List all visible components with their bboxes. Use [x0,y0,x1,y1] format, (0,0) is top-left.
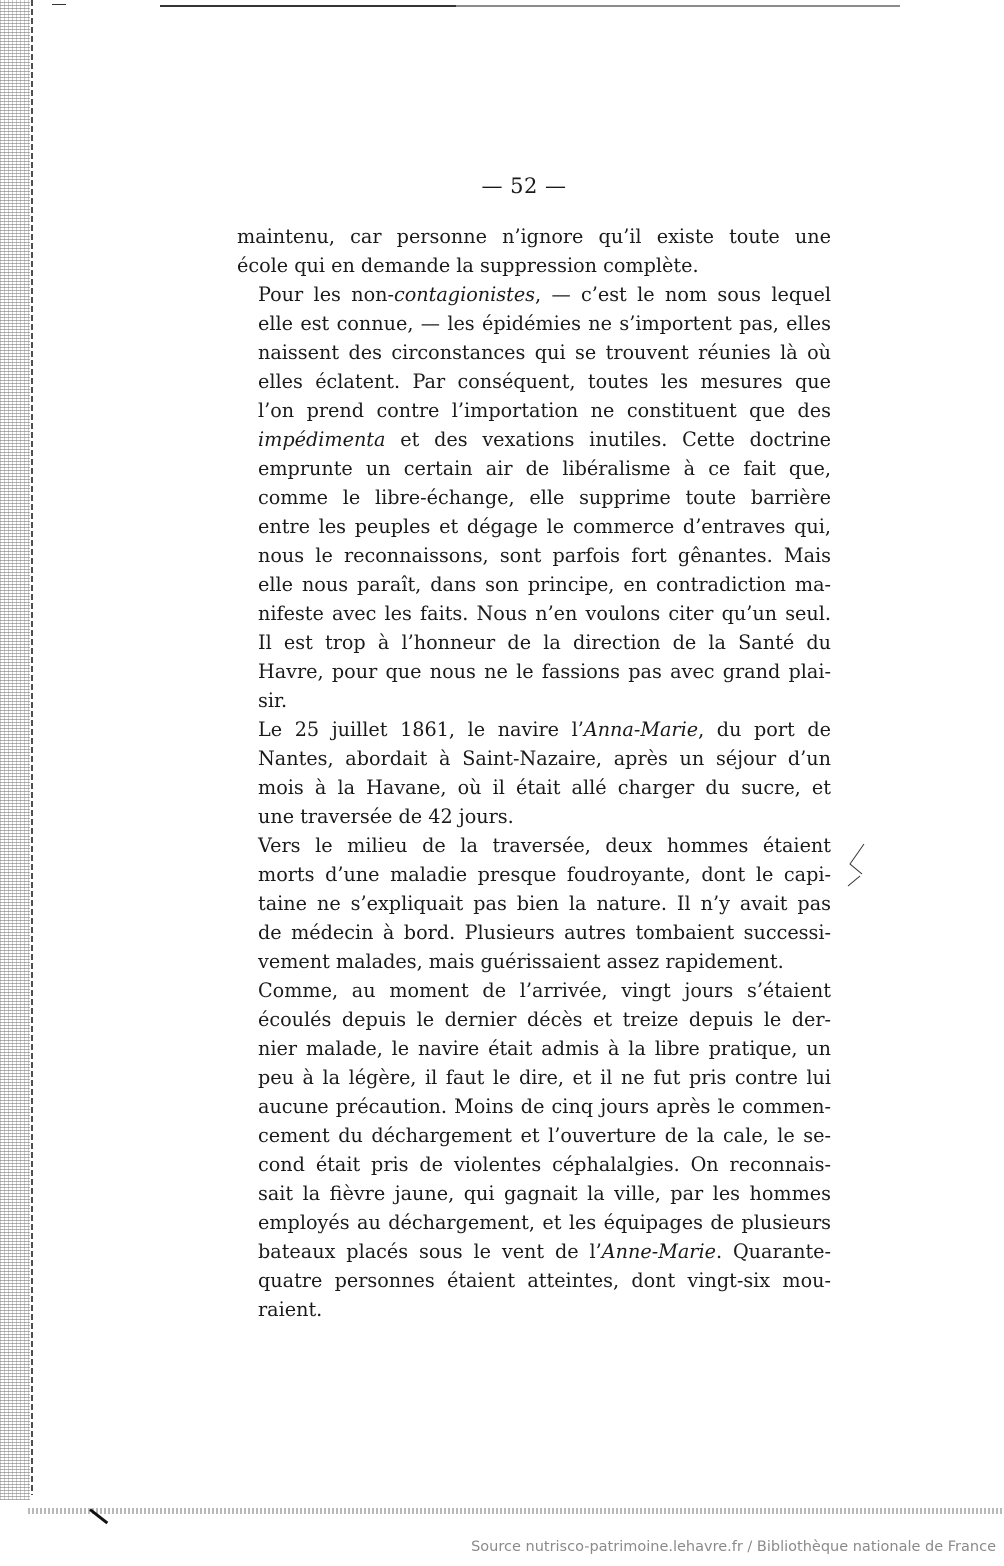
text-line: employés au déchargement, et les équipages de plusieurs [258,1211,831,1234]
text-line: elle nous paraît, dans son principe, en contradiction ma- [258,573,831,596]
binding-line [31,0,33,1495]
text-line: quatre personnes étaient atteintes, dont vingt-six mou- [258,1269,831,1292]
text-line: naissent des circonstances qui se trouvent réunies là où [258,341,831,364]
text-line: Le 25 juillet 1861, le navire l’Anna-Marie, du port de [258,718,831,741]
text-line: peu à la légère, il faut le dire, et il ne fut pris contre lui [258,1066,831,1089]
italic-term: impédimenta [258,428,386,451]
text-line: écoulés depuis le dernier décès et treize depuis le der- [258,1008,831,1031]
text-line: maintenu, car personne n’ignore qu’il existe toute une [237,225,831,248]
text-line: vement malades, mais guérissaient assez rapidement. [258,950,784,973]
text-line: nous le reconnaissons, sont parfois fort gênantes. Mais [258,544,831,567]
bottom-scan-rule [28,1508,1004,1514]
body-text [237,222,831,1324]
paragraph [237,831,831,976]
text-line: entre les peuples et dégage le commerce d’entraves qui, [258,515,831,538]
text-line: Havre, pour que nous ne le fassions pas avec grand plai- [258,660,831,683]
text-line: mois à la Havane, où il était allé charger du sucre, et [258,776,831,799]
text-line: de médecin à bord. Plusieurs autres tombaient successi- [258,921,831,944]
text-line: cement du déchargement et l’ouverture de la cale, le se- [258,1124,831,1147]
text-line: Pour les non-contagionistes, — c’est le nom sous lequel [258,283,831,306]
paragraph [237,280,831,715]
top-scan-rule [160,5,900,7]
text-line: Vers le milieu de la traversée, deux hommes étaient [258,834,831,857]
text-line: aucune précaution. Moins de cinq jours après le commen- [258,1095,831,1118]
text-line: nier malade, le navire était admis à la libre pratique, un [258,1037,831,1060]
text-line: sir. [258,689,288,712]
text-line: impédimenta et des vexations inutiles. Cette doctrine [258,428,831,451]
text-line: nifeste avec les faits. Nous n’en voulons citer qu’un seul. [258,602,831,625]
text-line: morts d’une maladie presque foudroyante, dont le capi- [258,863,831,886]
text-line: elles éclatent. Par conséquent, toutes les mesures que [258,370,831,393]
paragraph [237,222,831,280]
text-line: Nantes, abordait à Saint-Nazaire, après un séjour d’un [258,747,831,770]
text-line: Il est trop à l’honneur de la direction de la Santé du [258,631,831,654]
text-line: cond était pris de violentes céphalalgies. On reconnais- [258,1153,831,1176]
page-number: — 52 — [481,174,567,198]
italic-term: Anne-Marie [601,1240,716,1263]
text-line: comme le libre-échange, elle supprime toute barrière [258,486,831,509]
text-line: elle est connue, — les épidémies ne s’importent pas, elles [258,312,831,335]
text-line: bateaux placés sous le vent de l’Anne-Marie. Quarante- [258,1240,831,1263]
source-attribution: Source nutrisco-patrimoine.lehavre.fr / Bibliothèque nationale de France [471,1539,996,1555]
binding-edge [0,0,30,1500]
text-line: école qui en demande la suppression complète. [237,254,699,277]
italic-term: contagionistes [394,283,536,306]
text-line: une traversée de 42 jours. [258,805,514,828]
text-line: l’on prend contre l’importation ne constituent que des [258,399,831,422]
margin-pencil-mark-icon [846,842,870,888]
text-line: Comme, au moment de l’arrivée, vingt jours s’étaient [258,979,831,1002]
paragraph [237,715,831,831]
text-line: taine ne s’expliquait pas bien la nature. Il n’y avait pas [258,892,831,915]
text-line: sait la fièvre jaune, qui gagnait la ville, par les hommes [258,1182,831,1205]
text-line: emprunte un certain air de libéralisme à ce fait que, [258,457,831,480]
paragraph [237,976,831,1324]
italic-term: Anna-Marie [583,718,699,741]
top-scan-mark [52,4,66,5]
text-line: raient. [258,1298,323,1321]
